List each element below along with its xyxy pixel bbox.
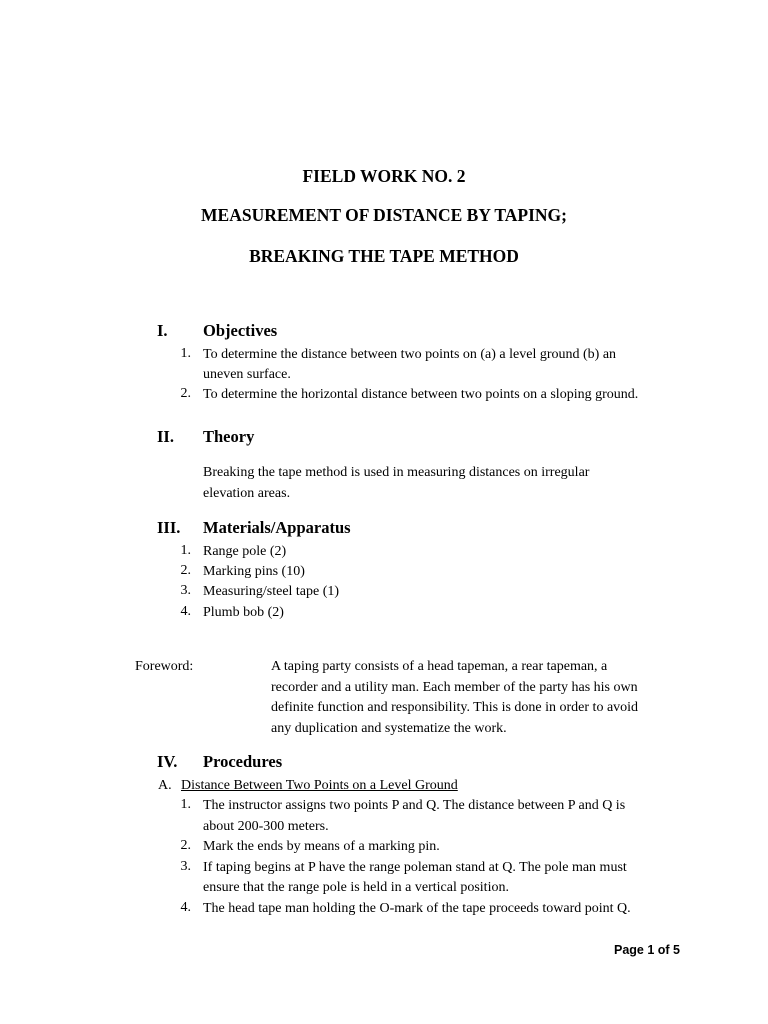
list-item-number: 1. <box>180 543 191 558</box>
list-item-text: Mark the ends by means of a marking pin. <box>203 839 440 854</box>
list-item-text: The head tape man holding the O-mark of the tape proceeds toward point Q. <box>203 901 631 916</box>
section-heading-procedures: Procedures <box>203 752 283 771</box>
foreword-line: A taping party consists of a head tapeman, a rear tapeman, a <box>271 659 608 674</box>
list-item-number: 4. <box>180 604 191 619</box>
list-item-text: Measuring/steel tape (1) <box>203 584 340 599</box>
section-heading-materials: Materials/Apparatus <box>203 518 351 537</box>
list-item-text: The instructor assigns two points P and Q. The distance between P and Q is <box>203 798 626 813</box>
document-title: FIELD WORK NO. 2 <box>302 166 466 186</box>
list-item-text: To determine the horizontal distance between two points on a sloping ground. <box>203 387 639 402</box>
list-item-number: 1. <box>180 797 191 812</box>
section-heading-theory: Theory <box>203 427 255 446</box>
section-heading-objectives: Objectives <box>203 321 278 340</box>
list-item-text: Range pole (2) <box>203 544 287 559</box>
foreword-line: any duplication and systematize the work. <box>271 721 507 736</box>
list-item-number: 2. <box>180 838 191 853</box>
section-numeral-theory: II. <box>157 427 174 446</box>
list-item-number: 3. <box>180 859 191 874</box>
list-item-text: To determine the distance between two points on (a) a level ground (b) an <box>203 347 617 362</box>
page-number: Page 1 of 5 <box>614 943 680 957</box>
section-numeral-materials: III. <box>157 518 181 537</box>
section-numeral-objectives: I. <box>157 321 168 340</box>
list-item-text: Plumb bob (2) <box>203 605 284 620</box>
list-item-number: 2. <box>180 563 191 578</box>
list-item-text: Marking pins (10) <box>203 564 305 579</box>
document-subtitle-line1: MEASUREMENT OF DISTANCE BY TAPING; <box>201 205 567 225</box>
list-item-number: 2. <box>180 386 191 401</box>
section-numeral-procedures: IV. <box>157 752 178 771</box>
list-item-text: If taping begins at P have the range poleman stand at Q. The pole man must <box>203 860 627 875</box>
list-item-text-continued: ensure that the range pole is held in a vertical position. <box>203 880 509 895</box>
list-item-number: 4. <box>180 900 191 915</box>
subsection-heading: Distance Between Two Points on a Level Ground <box>181 778 458 793</box>
list-item-text-continued: about 200-300 meters. <box>203 819 329 834</box>
foreword-line: definite function and responsibility. This is done in order to avoid <box>271 700 639 715</box>
subsection-letter: A. <box>158 778 172 793</box>
foreword-label: Foreword: <box>135 659 194 674</box>
list-item-text-continued: uneven surface. <box>203 367 291 382</box>
list-item-number: 3. <box>180 583 191 598</box>
list-item-number: 1. <box>180 346 191 361</box>
foreword-line: recorder and a utility man. Each member of the party has his own <box>271 680 638 695</box>
theory-paragraph-line2: elevation areas. <box>203 486 291 501</box>
theory-paragraph-line1: Breaking the tape method is used in measuring distances on irregular <box>203 465 590 480</box>
document-subtitle-line2: BREAKING THE TAPE METHOD <box>249 246 519 266</box>
